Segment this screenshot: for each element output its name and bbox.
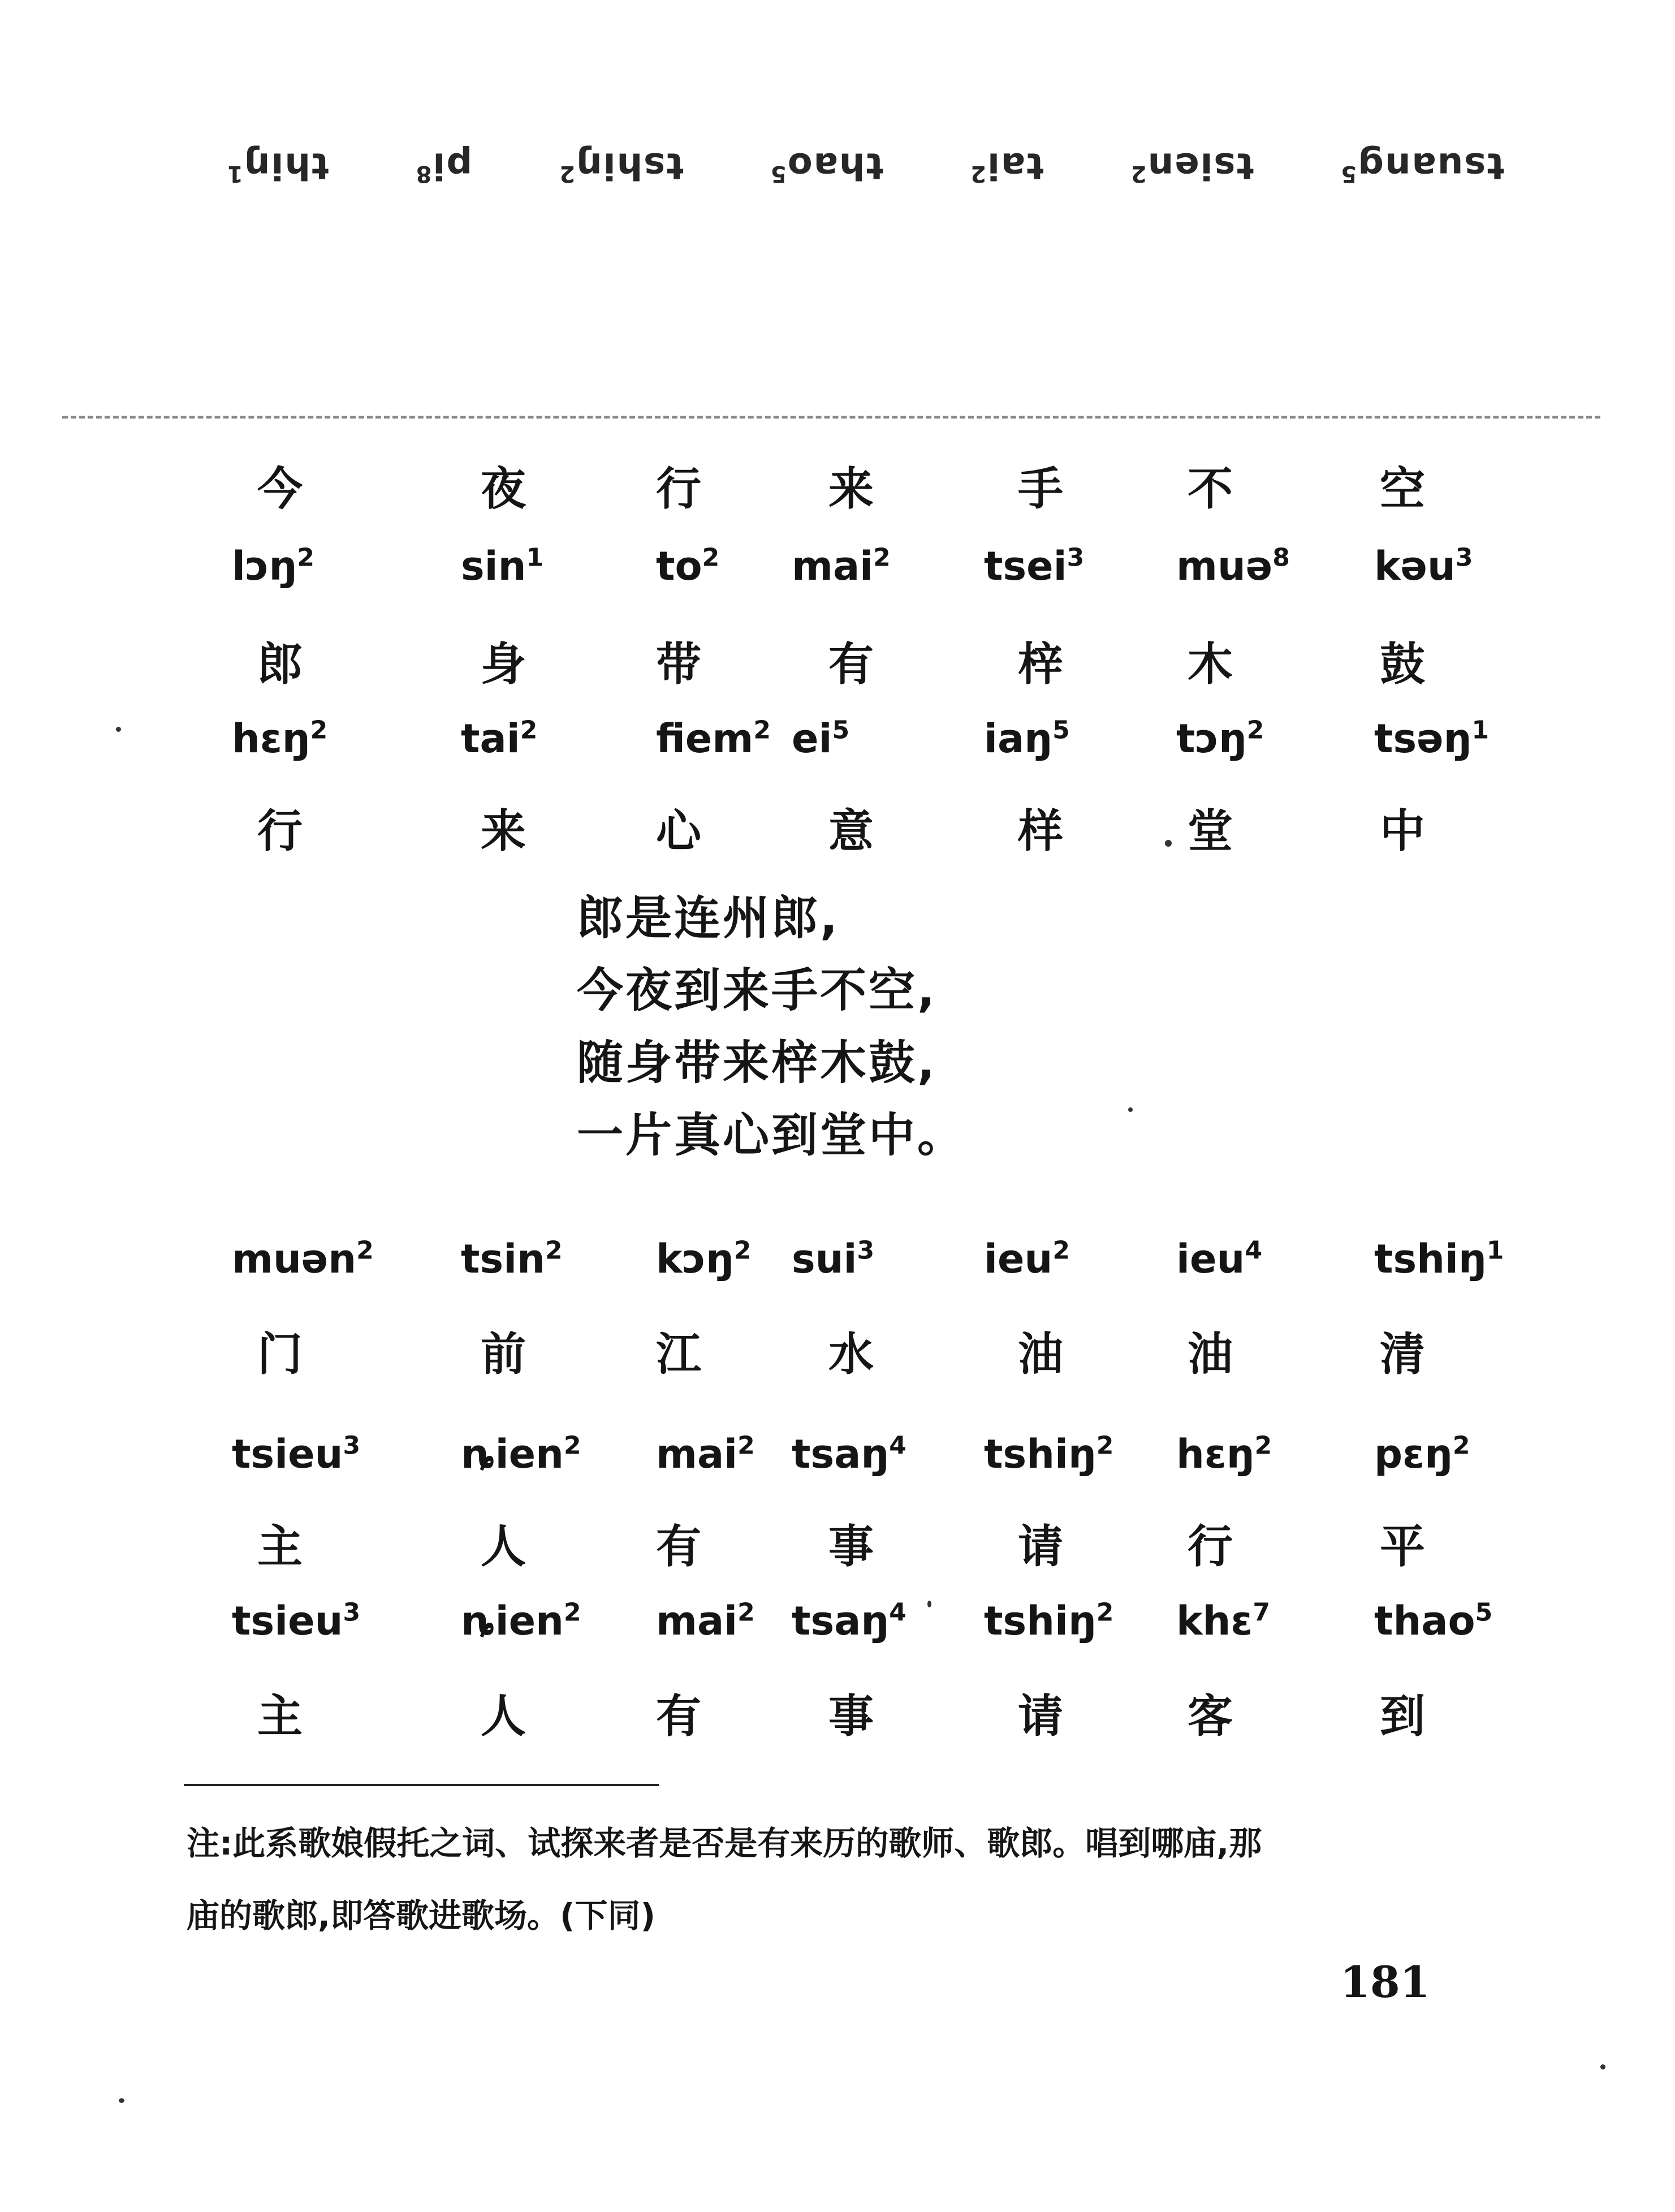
bleed-syllable-text: thao bbox=[786, 144, 884, 187]
bleed-tone-number: 1 bbox=[226, 161, 243, 187]
romanization-syllable bbox=[656, 1236, 752, 1282]
romanization-syllable bbox=[1374, 1236, 1504, 1282]
bleed-syllable-text: tsuang bbox=[1357, 144, 1504, 187]
lyric-character: 有 bbox=[656, 1520, 701, 1573]
tone-number: 2 bbox=[873, 543, 891, 572]
tone-number: 5 bbox=[832, 715, 850, 745]
romanization-syllable bbox=[1176, 1598, 1270, 1644]
syllable-text: tsəŋ bbox=[1374, 715, 1472, 762]
syllable-text: ei bbox=[792, 715, 832, 762]
bleed-through-syllable bbox=[226, 145, 329, 187]
bleed-syllable-text: thiŋ bbox=[243, 144, 329, 187]
bleed-syllable-text: tshiŋ bbox=[575, 144, 684, 187]
syllable-text: tshiŋ bbox=[984, 1598, 1096, 1644]
tone-number: 3 bbox=[857, 1236, 875, 1265]
tone-number: 3 bbox=[343, 1598, 361, 1627]
lyric-character: 堂 bbox=[1188, 805, 1233, 857]
lyric-character: 夜 bbox=[481, 463, 526, 515]
footnote-line-2: 庙的歌郎,即答歌进歌场。(下同) bbox=[187, 1896, 656, 1935]
syllable-text: ȵien bbox=[461, 1598, 564, 1644]
lyric-character: 意 bbox=[828, 805, 874, 857]
syllable-text: iaŋ bbox=[984, 715, 1053, 762]
scan-speck bbox=[1128, 1107, 1133, 1112]
syllable-text: kəu bbox=[1374, 543, 1456, 589]
tone-number: 1 bbox=[526, 543, 544, 572]
romanization-syllable bbox=[792, 715, 849, 762]
lyric-character: 有 bbox=[828, 638, 874, 691]
romanization-syllable bbox=[792, 1236, 874, 1282]
syllable-text: tai bbox=[461, 715, 520, 762]
verse-line: 一片真心到堂中。 bbox=[577, 1109, 966, 1162]
tone-number: 2 bbox=[1052, 1236, 1070, 1265]
bleed-through-syllable bbox=[770, 145, 883, 187]
tone-number: 7 bbox=[1253, 1598, 1270, 1627]
tone-number: 1 bbox=[1486, 1236, 1504, 1265]
romanization-syllable bbox=[1176, 715, 1264, 762]
syllable-text: kɔŋ bbox=[656, 1236, 734, 1282]
syllable-text: tsin bbox=[461, 1236, 545, 1282]
romanization-syllable bbox=[984, 715, 1070, 762]
romanization-syllable bbox=[984, 1598, 1113, 1644]
scan-speck bbox=[116, 727, 121, 732]
romanization-row bbox=[0, 543, 1675, 611]
romanization-row bbox=[0, 1431, 1675, 1499]
lyric-character: 平 bbox=[1380, 1520, 1425, 1573]
footnote-rule bbox=[184, 1784, 659, 1786]
romanization-syllable bbox=[461, 715, 537, 762]
romanization-syllable bbox=[461, 1431, 581, 1477]
tone-number: 2 bbox=[297, 543, 314, 572]
romanization-syllable bbox=[1176, 543, 1290, 589]
lyric-character: 客 bbox=[1188, 1690, 1233, 1743]
tone-number: 4 bbox=[889, 1431, 906, 1460]
lyric-character: 来 bbox=[481, 805, 526, 857]
syllable-text: ȵien bbox=[461, 1431, 564, 1477]
romanization-syllable bbox=[1176, 1236, 1262, 1282]
lyric-character: 鼓 bbox=[1380, 638, 1425, 691]
tone-number: 2 bbox=[1254, 1431, 1272, 1460]
scan-speck bbox=[927, 1601, 931, 1607]
syllable-text: muə bbox=[1176, 543, 1273, 589]
syllable-text: lɔŋ bbox=[232, 543, 297, 589]
romanization-syllable bbox=[656, 1431, 755, 1477]
lyric-character: 到 bbox=[1380, 1690, 1425, 1743]
tone-number: 2 bbox=[737, 1431, 755, 1460]
tone-number: 5 bbox=[1052, 715, 1070, 745]
tone-number: 5 bbox=[1475, 1598, 1493, 1627]
romanization-syllable bbox=[1176, 1431, 1272, 1477]
tone-number: 2 bbox=[1096, 1598, 1114, 1627]
lyric-character: 行 bbox=[257, 805, 303, 857]
syllable-text: khɛ bbox=[1176, 1598, 1253, 1644]
romanization-syllable bbox=[461, 1598, 581, 1644]
tone-number: 2 bbox=[1096, 1431, 1114, 1460]
character-row bbox=[0, 452, 1675, 520]
tone-number: 3 bbox=[1067, 543, 1085, 572]
verse-line: 随身带来梓木鼓, bbox=[577, 1036, 938, 1090]
romanization-syllable bbox=[461, 543, 543, 589]
lyric-character: 有 bbox=[656, 1690, 701, 1743]
tone-number: 8 bbox=[1272, 543, 1290, 572]
tone-number: 2 bbox=[1246, 715, 1264, 745]
footnote bbox=[187, 1807, 1544, 1952]
romanization-syllable bbox=[461, 1236, 563, 1282]
tone-number: 2 bbox=[737, 1598, 755, 1627]
bleed-tone-number: 2 bbox=[969, 161, 987, 187]
tone-number: 3 bbox=[1455, 543, 1473, 572]
lyric-character: 郎 bbox=[257, 638, 303, 691]
bleed-tone-number: 2 bbox=[1129, 161, 1147, 187]
lyric-character: 行 bbox=[656, 463, 701, 515]
lyric-character: 不 bbox=[1188, 463, 1233, 515]
syllable-text: ieu bbox=[984, 1236, 1053, 1282]
lyric-character: 油 bbox=[1188, 1328, 1233, 1381]
romanization-syllable bbox=[656, 543, 719, 589]
bleed-tone-number: 8 bbox=[415, 161, 432, 187]
tone-number: 2 bbox=[310, 715, 328, 745]
syllable-text: hɛŋ bbox=[1176, 1431, 1255, 1477]
romanization-syllable bbox=[656, 1598, 755, 1644]
lyric-character: 事 bbox=[828, 1520, 874, 1573]
lyric-character: 心 bbox=[656, 805, 701, 857]
lyric-character: 门 bbox=[257, 1328, 303, 1381]
bleed-through-syllable bbox=[415, 145, 473, 187]
lyric-character: 主 bbox=[257, 1690, 303, 1743]
lyric-character: 木 bbox=[1188, 638, 1233, 691]
romanization-syllable bbox=[1374, 1431, 1470, 1477]
romanization-syllable bbox=[232, 715, 327, 762]
tone-number: 2 bbox=[1452, 1431, 1470, 1460]
tone-number: 2 bbox=[733, 1236, 752, 1265]
romanization-syllable bbox=[792, 1431, 906, 1477]
tone-number: 2 bbox=[563, 1598, 581, 1627]
bleed-tone-number: 5 bbox=[1340, 161, 1357, 187]
syllable-text: tsieu bbox=[232, 1598, 343, 1644]
bleed-through-text bbox=[226, 51, 1504, 187]
romanization-syllable bbox=[792, 543, 891, 589]
lyric-character: 江 bbox=[656, 1328, 701, 1381]
tone-number: 2 bbox=[563, 1431, 581, 1460]
tone-number: 4 bbox=[1245, 1236, 1262, 1265]
syllable-text: tɔŋ bbox=[1176, 715, 1247, 762]
lyric-character: 请 bbox=[1018, 1690, 1063, 1743]
syllable-text: fiem bbox=[656, 715, 754, 762]
tone-number: 1 bbox=[1471, 715, 1490, 745]
lyric-character: 空 bbox=[1380, 463, 1425, 515]
tone-number: 4 bbox=[889, 1598, 906, 1627]
lyric-character: 请 bbox=[1018, 1520, 1063, 1573]
romanization-syllable bbox=[1374, 715, 1489, 762]
syllable-text: hɛŋ bbox=[232, 715, 310, 762]
lyric-character: 带 bbox=[656, 638, 701, 691]
romanization-row bbox=[0, 1236, 1675, 1304]
bleed-tone-number: 2 bbox=[558, 161, 576, 187]
syllable-text: tsaŋ bbox=[792, 1598, 890, 1644]
romanization-row bbox=[0, 715, 1675, 783]
lyric-character: 来 bbox=[828, 463, 874, 515]
syllable-text: muən bbox=[232, 1236, 357, 1282]
tone-number: 2 bbox=[356, 1236, 374, 1265]
syllable-text: mai bbox=[656, 1598, 738, 1644]
syllable-text: ieu bbox=[1176, 1236, 1245, 1282]
lyric-character: 前 bbox=[481, 1328, 526, 1381]
romanization-syllable bbox=[232, 543, 314, 589]
lyric-character: 中 bbox=[1380, 805, 1425, 857]
lyric-character: 水 bbox=[828, 1328, 874, 1381]
syllable-text: tsieu bbox=[232, 1431, 343, 1477]
separator-line bbox=[62, 416, 1600, 419]
syllable-text: mai bbox=[656, 1431, 738, 1477]
lyric-character: 人 bbox=[481, 1520, 526, 1573]
romanization-row bbox=[0, 1598, 1675, 1666]
page-number: 181 bbox=[1340, 1957, 1430, 2007]
romanization-syllable bbox=[984, 543, 1084, 589]
syllable-text: pɛŋ bbox=[1374, 1431, 1453, 1477]
lyric-character: 手 bbox=[1018, 463, 1063, 515]
bleed-through-syllable bbox=[969, 145, 1044, 187]
tone-number: 2 bbox=[520, 715, 538, 745]
romanization-syllable bbox=[1374, 543, 1473, 589]
verse-line: 今夜到来手不空, bbox=[577, 964, 938, 1017]
bleed-syllable-text: pi bbox=[431, 144, 473, 187]
bleed-tone-number: 5 bbox=[769, 161, 787, 187]
syllable-text: tshiŋ bbox=[1374, 1236, 1487, 1282]
lyric-character: 人 bbox=[481, 1690, 526, 1743]
romanization-syllable bbox=[984, 1236, 1070, 1282]
bleed-through-syllable bbox=[1340, 145, 1504, 187]
lyric-character: 事 bbox=[828, 1690, 874, 1743]
bleed-through-syllable bbox=[558, 145, 684, 187]
syllable-text: thao bbox=[1374, 1598, 1475, 1644]
scan-speck bbox=[1165, 840, 1172, 847]
bleed-syllable-text: tsien bbox=[1146, 144, 1254, 187]
lyric-character: 身 bbox=[481, 638, 526, 691]
character-row bbox=[0, 1510, 1675, 1578]
tone-number: 3 bbox=[343, 1431, 361, 1460]
romanization-syllable bbox=[232, 1236, 374, 1282]
syllable-text: tsaŋ bbox=[792, 1431, 890, 1477]
tone-number: 2 bbox=[753, 715, 771, 745]
lyric-character: 梓 bbox=[1018, 638, 1063, 691]
syllable-text: to bbox=[656, 543, 702, 589]
bleed-through-syllable bbox=[1130, 145, 1254, 187]
romanization-syllable bbox=[792, 1598, 906, 1644]
tone-number: 2 bbox=[702, 543, 720, 572]
romanization-syllable bbox=[1374, 1598, 1492, 1644]
lyric-character: 油 bbox=[1018, 1328, 1063, 1381]
tone-number: 2 bbox=[545, 1236, 563, 1265]
romanization-syllable bbox=[232, 1598, 360, 1644]
syllable-text: sin bbox=[461, 543, 526, 589]
bleed-syllable-text: tai bbox=[986, 144, 1044, 187]
scan-speck bbox=[119, 2098, 124, 2103]
syllable-text: sui bbox=[792, 1236, 857, 1282]
romanization-syllable bbox=[232, 1431, 360, 1477]
romanization-syllable bbox=[656, 715, 771, 762]
syllable-text: mai bbox=[792, 543, 874, 589]
lyric-character: 样 bbox=[1018, 805, 1063, 857]
verse-translation bbox=[577, 882, 966, 1172]
character-row bbox=[0, 1680, 1675, 1748]
lyric-character: 行 bbox=[1188, 1520, 1233, 1573]
syllable-text: tshiŋ bbox=[984, 1431, 1096, 1477]
verse-line: 郎是连州郎, bbox=[577, 891, 840, 945]
character-row bbox=[0, 1318, 1675, 1386]
lyric-character: 主 bbox=[257, 1520, 303, 1573]
scan-speck bbox=[1600, 2064, 1605, 2069]
character-row bbox=[0, 628, 1675, 696]
romanization-syllable bbox=[984, 1431, 1113, 1477]
lyric-character: 清 bbox=[1380, 1328, 1425, 1381]
footnote-line-1: 注:此系歌娘假托之词、试探来者是否是有来历的歌师、歌郎。唱到哪庙,那 bbox=[187, 1824, 1262, 1862]
lyric-character: 今 bbox=[257, 463, 303, 515]
syllable-text: tsei bbox=[984, 543, 1067, 589]
character-row bbox=[0, 795, 1675, 863]
